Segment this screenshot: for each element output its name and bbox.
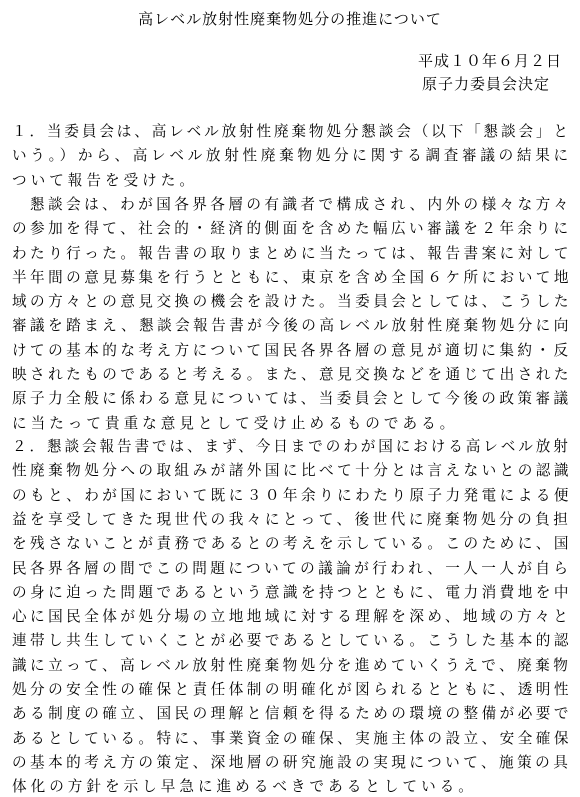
text-line: を残さないことが責務であるとの考えを示している。このために、国 (12, 535, 572, 553)
text-line: の基本的考え方の策定、深地層の研究施設の実現について、施策の具 (12, 753, 572, 771)
text-line: 半年間の意見募集を行うとともに、東京を含め全国６ケ所において地 (12, 268, 572, 286)
text-line: 連帯し共生していくことが必要であるとしている。こうした基本的認 (12, 632, 572, 650)
text-line: 審議を踏まえ、懇談会報告書が今後の高レベル放射性廃棄物処分に向 (12, 317, 572, 335)
text-line: わたり行った。報告書の取りまとめに当たっては、報告書案に対して (12, 244, 572, 262)
text-line: 域の方々との意見交換の機会を設けた。当委員会としては、こうした (12, 293, 572, 311)
text-line: のもと、わが国において既に３０年余りにわたり原子力発電による便 (12, 486, 572, 504)
decision-date: 平成１０年６月２日 (417, 52, 562, 70)
text-line: いう。）から、高レベル放射性廃棄物処分に関する調査審議の結果に (12, 147, 572, 165)
text-line: 性廃棄物処分への取組みが諸外国に比べて十分とは言えないとの認識 (12, 462, 572, 480)
text-line: 原子力全般に係わる意見については、当委員会として今後の政策審議 (12, 390, 572, 408)
text-line: 処分の安全性の確保と責任体制の明確化が図られるとともに、透明性 (12, 681, 572, 698)
text-line: けての基本的な考え方について国民各界各層の意見が適切に集約・反 (12, 341, 572, 359)
text-line: 心に国民全体が処分場の立地地域に対する理解を深め、地域の方々と (12, 608, 572, 626)
text-line: １．当委員会は、高レベル放射性廃棄物処分懇談会（以下「懇談会」と (12, 123, 571, 140)
text-line: の参加を得て、社会的・経済的側面を含めた幅広い審議を２年余りに (12, 220, 572, 238)
text-line: 識に立って、高レベル放射性廃棄物処分を進めていくうえで、廃棄物 (12, 656, 572, 674)
text-line: 懇談会は、わが国各界各層の有識者で構成され、内外の様々な方々 (12, 195, 572, 213)
text-line: ２．懇談会報告書では、まず、今日までのわが国における高レベル放射 (12, 438, 571, 455)
text-line: ついて報告を受けた。 (12, 171, 198, 189)
text-line: に当たって貴重な意見として受け止めるものである。 (12, 414, 459, 432)
text-line: の身に迫った問題であるという意識を持つとともに、電力消費地を中 (12, 583, 572, 601)
text-line: あるとしている。特に、事業資金の確保、実施主体の設立、安全確保 (12, 729, 572, 747)
text-line: 益を享受してきた現世代の我々にとって、後世代に廃棄物処分の負担 (12, 510, 572, 528)
text-line: 映されたものであると考える。また、意見交換などを通じて出された (12, 366, 572, 383)
text-line: ある制度の確立、国民の理解と信頼を得るための環境の整備が必要で (12, 705, 572, 723)
document-title: 高レベル放射性廃棄物処分の推進について (138, 10, 442, 28)
text-line: 体化の方針を示し早急に進めるべきであるとしている。 (12, 778, 477, 796)
text-line: 民各界各層の間でこの問題についての議論が行われ、一人一人が自ら (12, 559, 572, 577)
issuing-organization: 原子力委員会決定 (421, 75, 550, 93)
